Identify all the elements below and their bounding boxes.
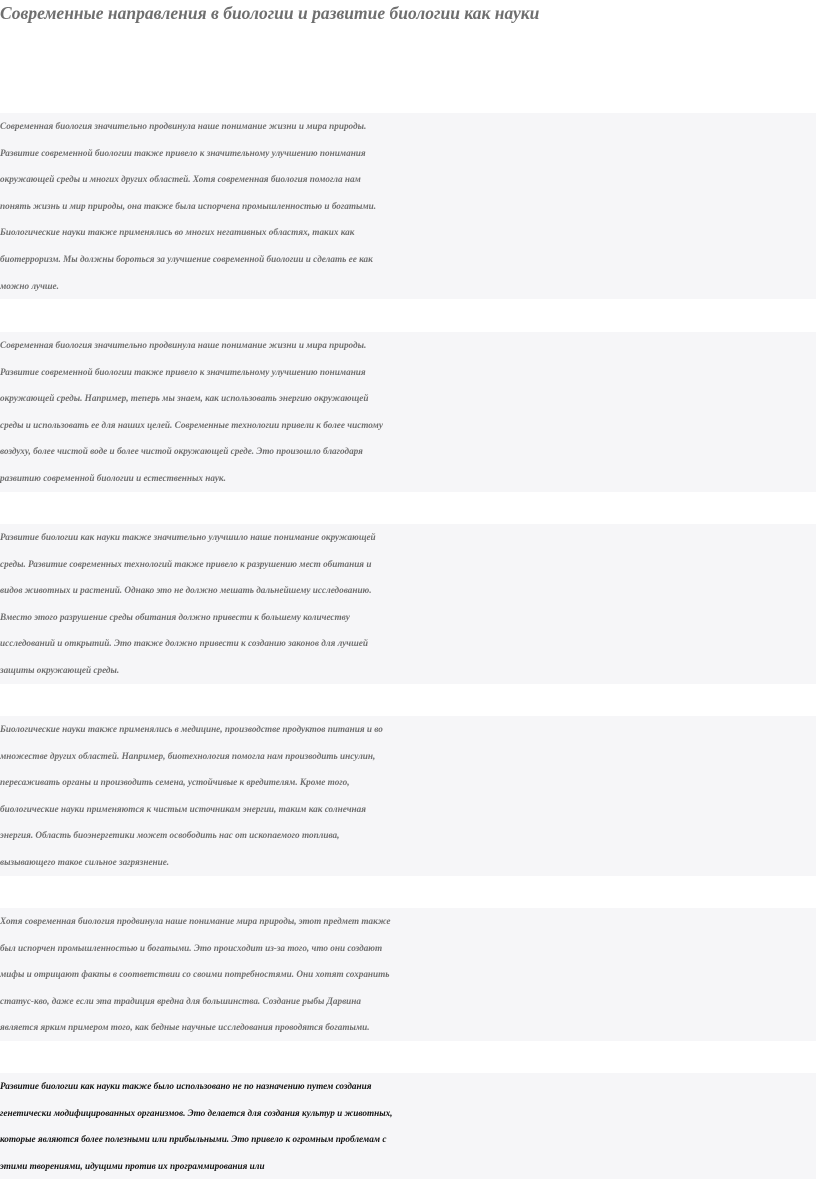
paragraph-line: которые являются более полезными или прибыльными. Это привело к огромным проблемам с <box>0 1134 387 1145</box>
paragraph-line: развитию современной биологии и естественных наук. <box>0 472 226 483</box>
paragraph-2 <box>0 332 816 492</box>
paragraph-line: защиты окружающей среды. <box>0 664 120 675</box>
document-title: Современные направления в биологии и развитие биологии как науки <box>0 3 540 23</box>
paragraph-line: биологические науки применяются к чистым источникам энергии, таким как солнечная <box>0 803 366 814</box>
paragraph-1 <box>0 113 816 299</box>
paragraph-line: генетически модифицированных организмов. Это делается для создания культур и животных, <box>0 1107 393 1118</box>
paragraph-line: среды и использовать ее для наших целей. Современные технологии привели к более чистому <box>0 419 383 430</box>
paragraph-line: этими творениями, идущими против их программирования или <box>0 1160 265 1171</box>
paragraph-line: энергия. Область биоэнергетики может освободить нас от ископаемого топлива, <box>0 830 340 841</box>
paragraph-line: Хотя современная биология продвинула наше понимание мира природы, этот предмет также <box>0 916 391 926</box>
paragraph-line: можно лучше. <box>0 280 59 291</box>
paragraph-line: Развитие биологии как науки также значительно улучшило наше понимание окружающей <box>0 532 376 542</box>
paragraph-3 <box>0 524 816 684</box>
paragraph-line: Современная биология значительно продвинула наше понимание жизни и мира природы. <box>0 121 367 131</box>
paragraph-line: биотерроризм. Мы должны бороться за улучшение современной биологии и сделать ее как <box>0 253 373 264</box>
paragraph-line: Биологические науки также применялись в медицине, производстве продуктов питания и во <box>0 724 383 734</box>
paragraph-line: был испорчен промышленностью и богатыми. Это происходит из-за того, что они создают <box>0 942 383 953</box>
paragraph-line: видов животных и растений. Однако это не должно мешать дальнейшему исследованию. <box>0 585 372 596</box>
paragraph-line: понять жизнь и мир природы, она также была испорчена промышленностью и богатыми. <box>0 200 377 211</box>
paragraph-line: среды. Развитие современных технологий также привело к разрушению мест обитания и <box>0 558 372 569</box>
paragraph-line: окружающей среды и многих других областей. Хотя современная биология помогла нам <box>0 174 361 185</box>
paragraph-4 <box>0 716 816 876</box>
paragraph-line: мифы и отрицают факты в соответствии со своими потребностями. Они хотят сохранить <box>0 969 390 980</box>
paragraph-line: Развитие биологии как науки также было использовано не по назначению путем создания <box>0 1081 372 1091</box>
paragraph-line: вызывающего такое сильное загрязнение. <box>0 856 170 867</box>
paragraph-line: статус-кво, даже если эта традиция вредна для большинства. Создание рыбы Дарвина <box>0 995 361 1006</box>
paragraph-line: исследований и открытий. Это также должно привести к созданию законов для лучшей <box>0 638 368 649</box>
paragraph-line: Развитие современной биологии также привело к значительному улучшению понимания <box>0 366 366 377</box>
paragraph-line: Биологические науки также применялись во многих негативных областях, таких как <box>0 227 355 238</box>
paragraph-5 <box>0 908 816 1041</box>
paragraph-line: множестве других областей. Например, биотехнология помогла нам производить инсулин, <box>0 750 376 761</box>
paragraph-line: окружающей среды. Например, теперь мы знаем, как использовать энергию окружающей <box>0 393 369 404</box>
paragraph-line: воздуху, более чистой воде и более чистой окружающей среде. Это произошло благодаря <box>0 446 363 457</box>
paragraph-6 <box>0 1073 816 1179</box>
paragraph-line: Развитие современной биологии также привело к значительному улучшению понимания <box>0 147 366 158</box>
paragraph-line: является ярким примером того, как бедные научные исследования проводятся богатыми. <box>0 1022 370 1033</box>
paragraph-line: Вместо этого разрушение среды обитания должно привести к большему количеству <box>0 611 350 622</box>
paragraph-line: Современная биология значительно продвинула наше понимание жизни и мира природы. <box>0 340 367 350</box>
paragraph-line: пересаживать органы и производить семена, устойчивые к вредителям. Кроме того, <box>0 777 350 788</box>
